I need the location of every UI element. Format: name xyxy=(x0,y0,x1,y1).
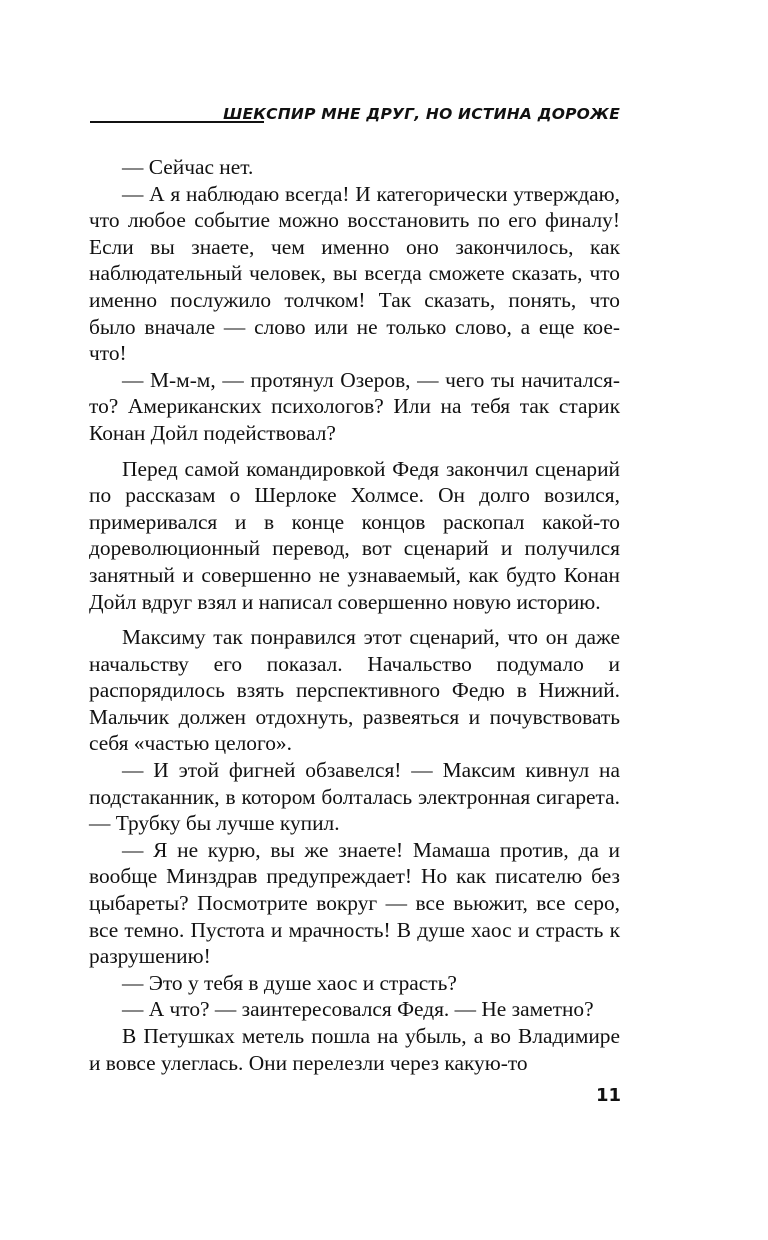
paragraph: — А что? — заинтересовался Федя. — Не заметно? xyxy=(122,997,594,1022)
running-title: ШЕКСПИР МНЕ ДРУГ, НО ИСТИНА ДОРОЖЕ xyxy=(223,105,620,123)
paragraph: — Это у тебя в душе хаос и страсть? xyxy=(122,970,457,995)
paragraph: В Петушках метель пошла на убыль, а во Владимире и вовсе улеглась. Они перелезли через какую-то xyxy=(89,1024,620,1075)
page-number: 11 xyxy=(595,1085,621,1106)
paragraph: — Я не курю, вы же знаете! Мамаша против, да и вообще Минздрав предупреждает! Но как писателю без цыбареты? Посмотрите вокруг — все вьюжит, все серо, все темно. Пустота и мрачность! В душе хаос и страсть к разрушению! xyxy=(89,837,620,969)
body-text xyxy=(89,154,620,1076)
paragraph: Максиму так понравился этот сценарий, что он даже начальству его показал. Начальство подумало и распорядилось взять перспективного Федю в Нижний. Мальчик должен отдохнуть, развеяться и почувствовать себя «частью целого». xyxy=(89,625,620,756)
paragraph: — Сейчас нет. xyxy=(122,155,254,179)
paragraph: — М-м-м, — протянул Озеров, — чего ты начитался-то? Американских психологов? Или на тебя так старик Конан Дойл подействовал? xyxy=(89,367,620,445)
paragraph: — И этой фигней обзавелся! — Максим кивнул на подстаканник, в котором болталась электронная сигарета. — Трубку бы лучше купил. xyxy=(89,758,620,836)
running-header xyxy=(90,101,620,127)
paragraph: — А я наблюдаю всегда! И категорически утверждаю, что любое событие можно восстановить по его финалу! Если вы знаете, чем именно оно закончилось, как наблюдательный человек, вы всегда сможете сказать, что именно послужило толчком! Так сказать, понять, что было вначале — слово или не только слово, а еще кое-что! xyxy=(89,181,620,366)
paragraph: Перед самой командировкой Федя закончил сценарий по рассказам о Шерлоке Холмсе. Он долго возился, примеривался и в конце концов раскопал какой-то дореволюционный перевод, вот сценарий и получился занятный и совершенно не узнаваемый, как будто Конан Дойл вдруг взял и написал совершенно новую историю. xyxy=(89,456,620,614)
